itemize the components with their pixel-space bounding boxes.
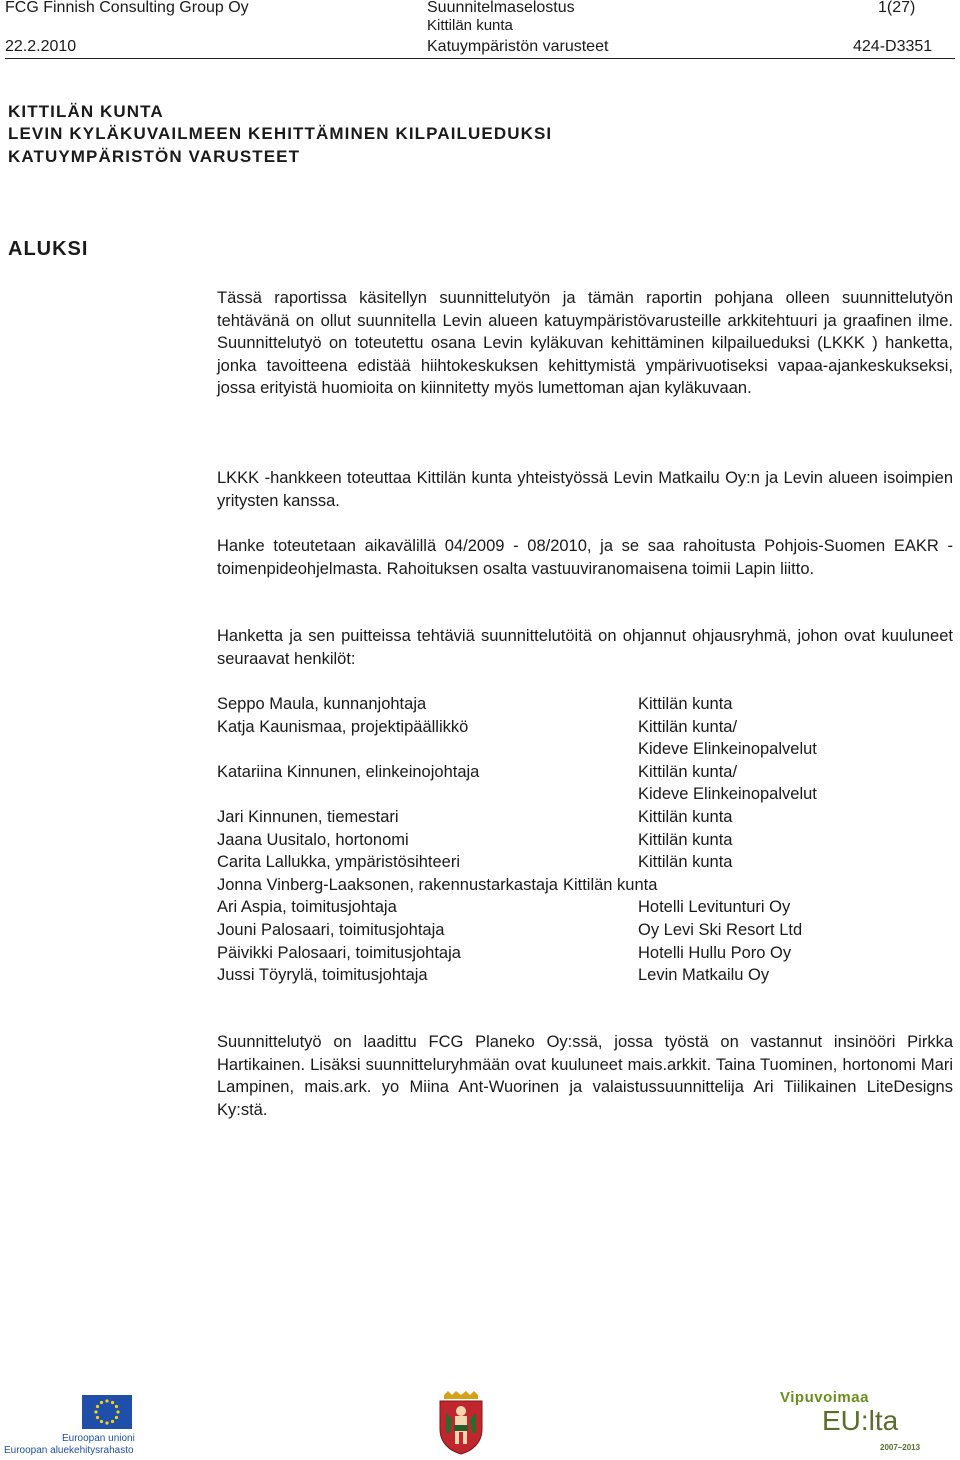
- list-item: Jussi Töyrylä, toimitusjohtaja Levin Matkailu Oy: [217, 966, 770, 985]
- header-subject: Katuympäristön varusteet: [427, 38, 609, 55]
- steering-group-list: [217, 693, 957, 987]
- list-item: Kideve Elinkeinopalvelut: [638, 785, 817, 804]
- list-item: Jaana Uusitalo, hortonomi Kittilän kunta: [217, 830, 733, 849]
- list-item: Kideve Elinkeinopalvelut: [638, 740, 817, 759]
- list-item: Jonna Vinberg-Laaksonen, rakennustarkastaja Kittilän kunta: [217, 875, 658, 894]
- list-item: Päivikki Palosaari, toimitusjohtaja Hotelli Hullu Poro Oy: [217, 943, 792, 962]
- vipuvoimaa-logo: [780, 1389, 930, 1455]
- list-item: Seppo Maula, kunnanjohtaja Kittilän kunta: [217, 695, 733, 713]
- list-item: Carita Lallukka, ympäristösihteeri Kittilän kunta: [217, 853, 733, 872]
- list-item: Katja Kaunismaa, projektipäällikkö Kittilän kunta/: [217, 717, 738, 736]
- footer-logos: [0, 1385, 960, 1457]
- vip-top-label: Vipuvoimaa: [780, 1389, 869, 1406]
- header-divider: [5, 58, 955, 59]
- header-page-number: 1(27): [878, 0, 916, 16]
- eu-flag-icon: [82, 1395, 132, 1429]
- header-doc-type: Suunnitelmaselostus: [427, 0, 575, 16]
- paragraph-funding: Hanke toteutetaan aikavälillä 04/2009 - 08/2010, ja se saa rahoitusta Pohjois-Suomen EAKR -toimenpideohjelmasta. Rahoituksen osalta vastuuviranomaisena toimii Lapin liitto.: [217, 537, 953, 578]
- list-item: Ari Aspia, toimitusjohtaja Hotelli Levitunturi Oy: [217, 898, 791, 917]
- list-item: Katariina Kinnunen, elinkeinojohtaja Kittilän kunta/: [217, 762, 738, 781]
- section-heading: ALUKSI: [8, 238, 89, 260]
- list-item: Jari Kinnunen, tiemestari Kittilän kunta: [217, 807, 733, 826]
- municipality-crest-icon: [436, 1389, 486, 1455]
- vip-main-label: EU:lta: [822, 1405, 899, 1436]
- header-client: Kittilän kunta: [427, 17, 513, 34]
- header-code: 424-D3351: [853, 38, 933, 55]
- list-item: Jouni Palosaari, toimitusjohtaja Oy Levi Ski Resort Ltd: [217, 920, 803, 939]
- title-line-3: KATUYMPÄRISTÖN VARUSTEET: [8, 147, 301, 166]
- header-company: FCG Finnish Consulting Group Oy: [5, 0, 249, 16]
- paragraph-intro: Tässä raportissa käsitellyn suunnittelutyön ja tämän raportin pohjana olleen suunnittelutyön tehtävänä on ollut suunnitella Levin alueen katuympäristövarusteille arkkitehtuuri ja graafinen ilme. Suunnittelutyö on toteutettu osana Levin kyläkuvan kehittäminen kilpailueduksi (LKKK ) hanketta, jonka tavoitteena edistää hiihtokeskuksen kehittymistä ympärivuotiseksi vapaa-ajankeskukseksi, jossa erityistä huomioita on kiinnitetty myös lumettoman ajan kyläkuvaan.: [217, 289, 953, 398]
- eu-fund-label: Euroopan aluekehitysrahasto: [4, 1445, 134, 1456]
- eu-logo: [2, 1387, 142, 1457]
- eu-union-label: Euroopan unioni: [62, 1433, 135, 1444]
- paragraph-lkkk: LKKK -hankkeen toteuttaa Kittilän kunta yhteistyössä Levin Matkailu Oy:n ja Levin alueen isoimpien yritysten kanssa.: [217, 469, 953, 510]
- title-line-2: LEVIN KYLÄKUVAILMEEN KEHITTÄMINEN KILPAILUEDUKSI: [8, 124, 553, 143]
- header-date: 22.2.2010: [5, 38, 77, 55]
- vip-years-label: 2007–2013: [880, 1443, 921, 1452]
- paragraph-design-team: Suunnittelutyö on laadittu FCG Planeko Oy:ssä, jossa työstä on vastannut insinööri Pirkka Hartikainen. Lisäksi suunnitteluryhmään ovat kuuluneet mais.arkkit. Taina Tuominen, hortonomi Mari Lampinen, mais.ark. yo Miina Ant-Wuorinen ja valaistussuunnittelija Ari Tiilikainen LiteDesigns Ky:stä.: [217, 1033, 953, 1119]
- title-line-1: KITTILÄN KUNTA: [8, 102, 164, 121]
- paragraph-steering-group: Hanketta ja sen puitteissa tehtäviä suunnittelutöitä on ohjannut ohjausryhmä, johon ovat kuuluneet seuraavat henkilöt:: [217, 627, 953, 668]
